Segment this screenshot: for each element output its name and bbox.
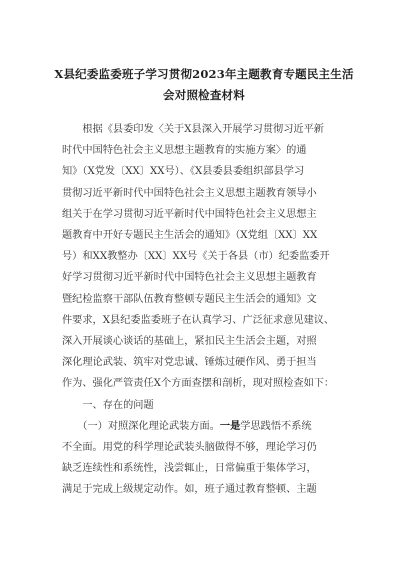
text-line: 时代中国特色社会主义思想主题教育的实施方案〉的通 — [62, 145, 307, 157]
text-line: 深化理论武装、筑牢对党忠诚、锤炼过硬作风、勇于担当 — [62, 357, 317, 369]
text-line: 件要求，X县纪委监委班子在认真学习、广泛征求意见建议、 — [62, 314, 335, 326]
subsection-bold-marker: 一是 — [219, 419, 241, 432]
text-line: 暨纪检监察干部队伍教育整顿专题民主生活会的通知》文 — [62, 293, 317, 305]
text-line: 知》（X党发〔XX〕XX号）、《X县委县委组织部县学习 — [62, 166, 305, 178]
document-body — [62, 119, 348, 501]
text-line: 不全面。用党的科学理论武装头脑做得不够，理论学习仍 — [62, 442, 317, 454]
title-line: 会对照检查材料 — [163, 88, 245, 102]
text-line: 组关于在学习贯彻习近平新时代中国特色社会主义思想主 — [62, 208, 317, 220]
text-line: 满足于完成上级规定动作。如，班子通过教育整顿、主题 — [62, 484, 317, 496]
text-line: 根据《县委印发〈关于X县深入开展学习贯彻习近平新 — [62, 124, 324, 135]
title-line: X县纪委监委班子学习贯彻2023年主题教育专题民主生活 — [54, 67, 354, 81]
subsection-rest: 学思践悟不系统 — [240, 420, 312, 432]
subsection-prefix: （一）对照深化理论武装方面。 — [62, 420, 220, 432]
subsection-paragraph — [62, 416, 348, 501]
subsection-first-line — [62, 416, 348, 437]
text-line: 缺乏连续性和系统性，浅尝辄止，日常偏重于集体学习， — [62, 463, 317, 475]
text-line: 作为、强化严管责任X个方面查摆和剖析，现对照检查如下： — [62, 378, 335, 390]
text-line: 题教育中开好专题民主生活会的通知》（X党组〔XX〕XX — [62, 230, 318, 242]
document-title — [40, 64, 368, 106]
intro-paragraph — [62, 119, 348, 395]
section-heading-text: 一、存在的问题 — [62, 399, 154, 411]
text-line: 好学习贯彻习近平新时代中国特色社会主义思想主题教育 — [62, 272, 317, 284]
text-line: 深入开展谈心谈话的基础上，紧扣民主生活会主题，对照 — [62, 336, 317, 348]
text-line: 号）和XX教整办〔XX〕XX号《关于各县（市）纪委监委开 — [62, 251, 330, 263]
text-line: 贯彻习近平新时代中国特色社会主义思想主题教育领导小 — [62, 187, 317, 199]
section-heading — [62, 395, 348, 416]
